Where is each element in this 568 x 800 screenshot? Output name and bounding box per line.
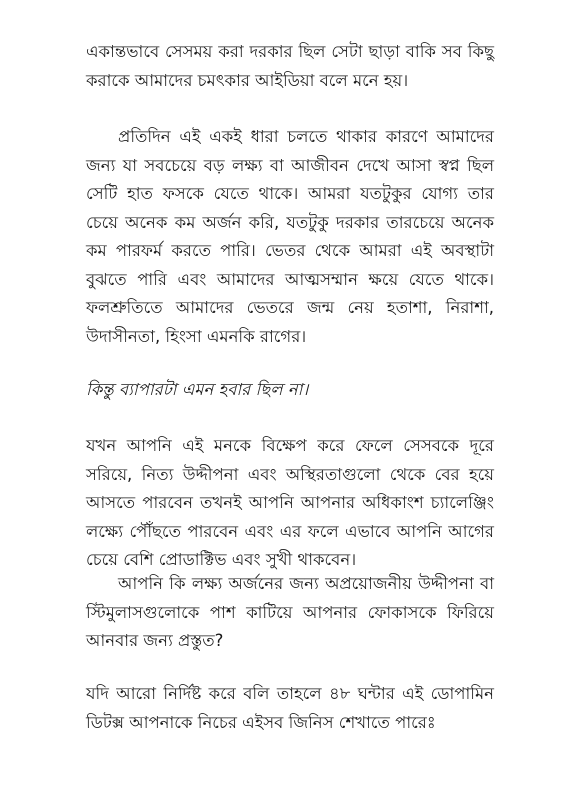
paragraph-emphasis: কিন্তু ব্যাপারটা এমন হবার ছিল না।	[86, 380, 309, 399]
paragraph-question: আপনি কি লক্ষ্য অর্জনের জন্য অপ্রয়োজনীয় উদ্দীপনা বা স্টিমুলাসগুলোকে পাশ কাটিয়ে আপনার ফোকাসকে ফিরিয়ে আনবার জন্য প্রস্তুত?	[86, 574, 494, 650]
paragraph-continuation: একান্তভাবে সেসময় করা দরকার ছিল সেটা ছাড়া বাকি সব কিছু করাকে আমাদের চমৎকার আইডিয়া বলে মনে হয়।	[86, 42, 494, 90]
paragraph-consequences: প্রতিদিন এই একই ধারা চলতে থাকার কারণে আমাদের জন্য যা সবচেয়ে বড় লক্ষ্য বা আজীবন দেখে আসা স্বপ্ন ছিল সেটি হাত ফসকে যেতে থাকে। আমরা যতটুকুর যোগ্য তার চেয়ে অনেক কম অর্জন করি, যতটুকু দরকার তারচেয়ে অনেক কম পারফর্ম করতে পারি। ভেতর থেকে আমরা এই অবস্থাটা বুঝতে পারি এবং আমাদের আত্মসম্মান ক্ষয়ে যেতে থাকে। ফলশ্রুতিতে আমাদের ভেতরে জন্ম নেয় হতাশা, নিরাশা, উদাসীনতা, হিংসা এমনকি রাগের।	[86, 127, 494, 346]
paragraph-solution: যখন আপনি এই মনকে বিক্ষেপ করে ফেলে সেসবকে দূরে সরিয়ে, নিত্য উদ্দীপনা এবং অস্থিরতাগুলো থেকে বের হয়ে আসতে পারবেন তখনই আপনি আপনার অধিকাংশ চ্যালেঞ্জিং লক্ষ্যে পৌঁছতে পারবেন এবং এর ফলে এভাবে আপনি আগের চেয়ে বেশি প্রোডাক্টিভ এবং সুখী থাকবেন।	[86, 436, 494, 569]
paragraph-intro-list: যদি আরো নির্দিষ্ট করে বলি তাহলে ৪৮ ঘন্টার এই ডোপামিন ডিটক্স আপনাকে নিচের এইসব জিনিস শেখাতে পারেঃ	[86, 684, 494, 732]
